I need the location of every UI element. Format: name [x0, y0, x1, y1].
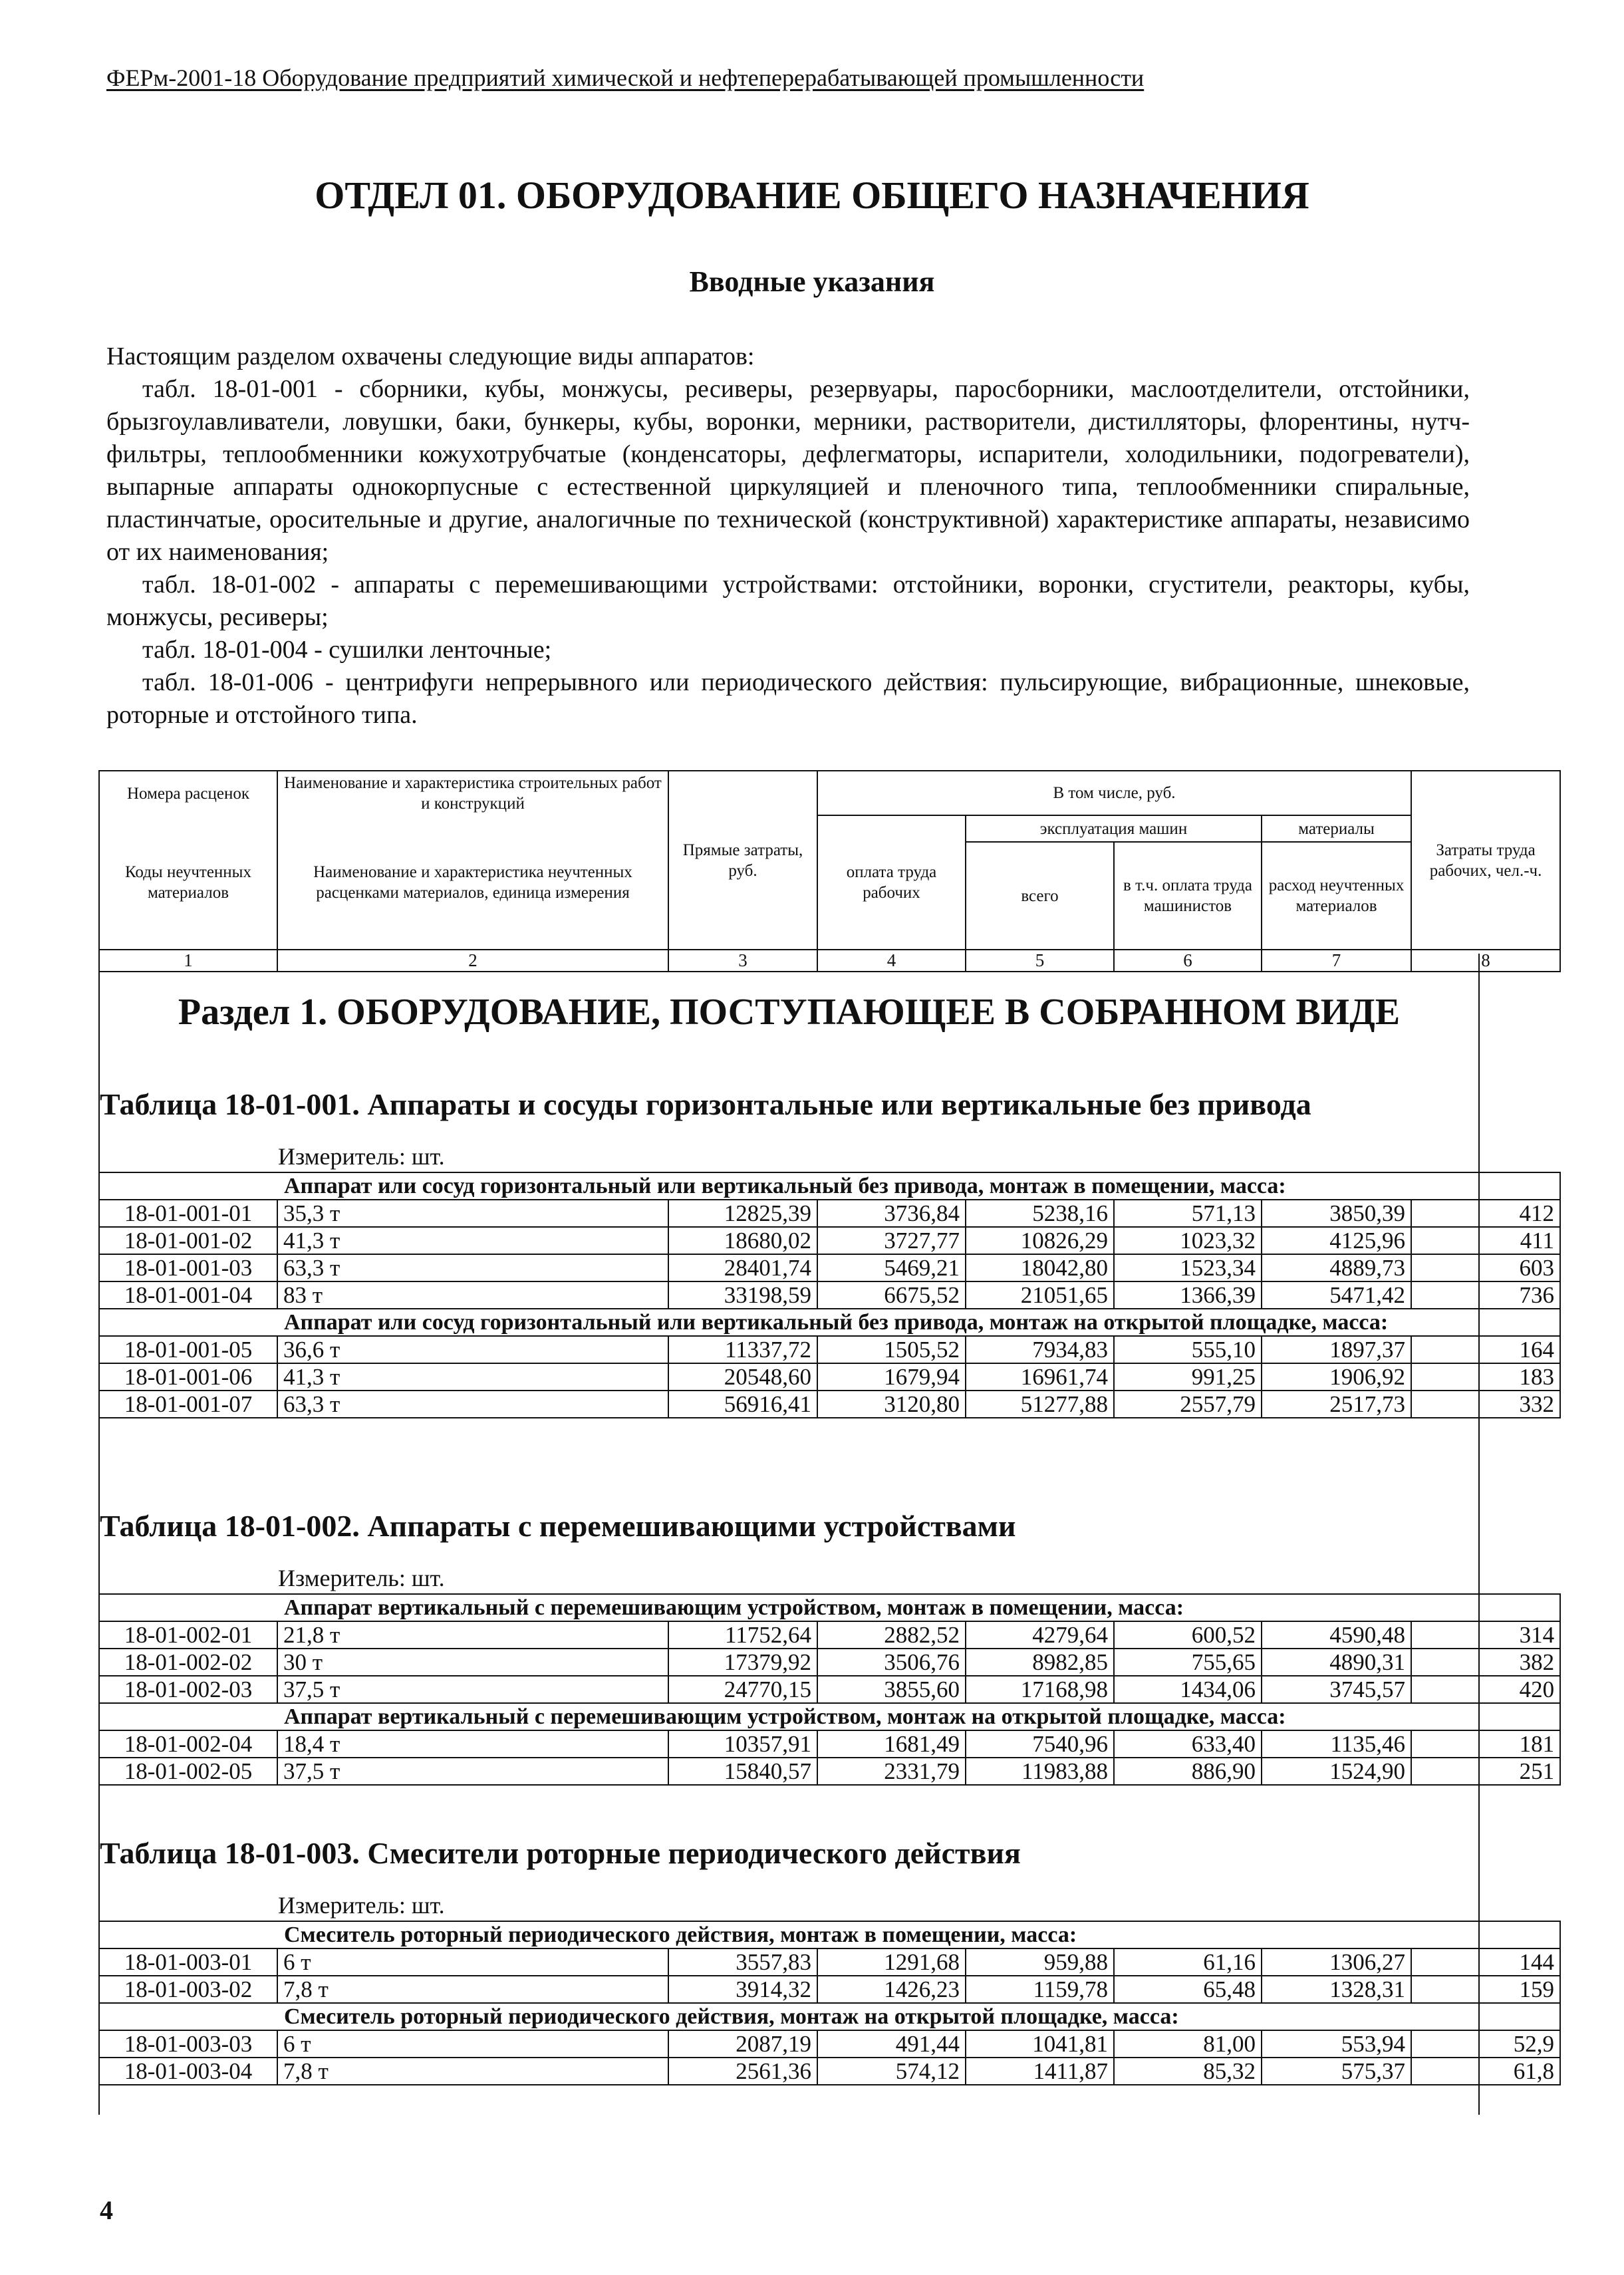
wages-value: 491,44 — [817, 2030, 966, 2058]
machines-wages-value: 2557,79 — [1114, 1391, 1262, 1418]
table-row — [99, 1621, 1560, 1649]
machines-total-value: 8982,85 — [966, 1649, 1114, 1676]
materials-value: 1524,90 — [1262, 1758, 1411, 1785]
table-row — [99, 2030, 1560, 2058]
labor-value: 164 — [1411, 1336, 1560, 1363]
table-measure: Измеритель: шт. — [278, 1565, 445, 1591]
group-heading-row — [99, 2003, 1560, 2030]
direct-costs-value: 17379,92 — [668, 1649, 817, 1676]
name-cell-tail — [417, 2030, 668, 2058]
table-row — [99, 1758, 1560, 1785]
materials-value: 553,94 — [1262, 2030, 1411, 2058]
rate-code: 18-01-003-02 — [99, 1976, 277, 2003]
direct-costs-value: 10357,91 — [668, 1730, 817, 1758]
rate-code: 18-01-002-04 — [99, 1730, 277, 1758]
column-header-table — [98, 770, 1561, 972]
machines-wages-value: 1366,39 — [1114, 1281, 1262, 1309]
direct-costs-value: 3914,32 — [668, 1976, 817, 2003]
name-cell-tail — [417, 1676, 668, 1703]
running-header: ФЕРм-2001-18 Оборудование предприятий химической и нефтеперерабатывающей промышленности — [106, 65, 1145, 91]
name-cell-tail — [417, 1254, 668, 1281]
mass-value: 63,3 т — [277, 1391, 417, 1418]
name-cell-tail — [417, 1363, 668, 1391]
group-heading: Аппарат вертикальный с перемешивающим устройством, монтаж на открытой площадке, масса: — [277, 1703, 1560, 1730]
rate-table — [98, 1172, 1561, 1418]
materials-value: 3850,39 — [1262, 1200, 1411, 1227]
mass-value: 37,5 т — [277, 1676, 417, 1703]
labor-value: 603 — [1411, 1254, 1560, 1281]
direct-costs-value: 56916,41 — [668, 1391, 817, 1418]
machines-total-value: 18042,80 — [966, 1254, 1114, 1281]
group-heading-row — [99, 1703, 1560, 1730]
machines-total-value: 17168,98 — [966, 1676, 1114, 1703]
header-cell-direct-costs: Прямые затраты, руб. — [668, 771, 817, 950]
mass-value: 41,3 т — [277, 1363, 417, 1391]
materials-value: 4125,96 — [1262, 1227, 1411, 1254]
direct-costs-value: 11752,64 — [668, 1621, 817, 1649]
name-cell-tail — [417, 1649, 668, 1676]
machines-wages-value: 555,10 — [1114, 1336, 1262, 1363]
table-row — [99, 1281, 1560, 1309]
page-number: 4 — [100, 2195, 113, 2225]
machines-total-value: 5238,16 — [966, 1200, 1114, 1227]
labor-value: 382 — [1411, 1649, 1560, 1676]
header-col-number: 7 — [1262, 950, 1411, 972]
group-heading: Аппарат или сосуд горизонтальный или вертикальный без привода, монтаж в помещении, масса: — [277, 1172, 1560, 1200]
machines-total-value: 1159,78 — [966, 1976, 1114, 2003]
group-heading-row — [99, 1594, 1560, 1621]
name-cell-tail — [417, 2058, 668, 2085]
rate-code: 18-01-001-04 — [99, 1281, 277, 1309]
group-heading-spacer — [99, 1594, 277, 1621]
mass-value: 37,5 т — [277, 1758, 417, 1785]
header-cell-materials-unaccounted: расход неучтенных материалов — [1262, 842, 1411, 950]
direct-costs-value: 28401,74 — [668, 1254, 817, 1281]
machines-total-value: 7540,96 — [966, 1730, 1114, 1758]
labor-value: 251 — [1411, 1758, 1560, 1785]
table-row — [99, 1336, 1560, 1363]
wages-value: 1679,94 — [817, 1363, 966, 1391]
materials-value: 4890,31 — [1262, 1649, 1411, 1676]
table-title: Таблица 18-01-002. Аппараты с перемешивающими устройствами — [100, 1509, 1016, 1543]
machines-wages-value: 571,13 — [1114, 1200, 1262, 1227]
intro-paragraph: табл. 18-01-001 - сборники, кубы, монжусы, ресиверы, резервуары, паросборники, маслоотделители, отстойники, брызгоулавливатели, ловушки, баки, бункеры, кубы, воронки, мерники, растворители, дистилляторы, флорентины, нутч-фильтры, теплообменники кожухотрубчатые (конденсаторы, дефлегматоры, испарители, холодильники, подогреватели), выпарные аппараты однокорпусные с естественной циркуляцией и пленочного типа, теплообменники спиральные, пластинчатые, оросительные и другие, аналогичные по технической (конструктивной) характеристике аппараты, независимо от их наименования; — [106, 375, 1470, 566]
section-title: Раздел 1. ОБОРУДОВАНИЕ, ПОСТУПАЮЩЕЕ В СОБРАННОМ ВИДЕ — [178, 992, 1401, 1033]
header-cell-labor: Затраты труда рабочих, чел.-ч. — [1411, 771, 1560, 950]
labor-value: 61,8 — [1411, 2058, 1560, 2085]
machines-wages-value: 886,90 — [1114, 1758, 1262, 1785]
table-measure: Измеритель: шт. — [278, 1892, 445, 1919]
mass-value: 35,3 т — [277, 1200, 417, 1227]
materials-value: 1135,46 — [1262, 1730, 1411, 1758]
machines-total-value: 10826,29 — [966, 1227, 1114, 1254]
machines-total-value: 7934,83 — [966, 1336, 1114, 1363]
name-cell-tail — [417, 1621, 668, 1649]
rate-table — [98, 1921, 1561, 2085]
materials-value: 1306,27 — [1262, 1948, 1411, 1976]
wages-value: 3855,60 — [817, 1676, 966, 1703]
name-cell-tail — [417, 1200, 668, 1227]
table-row — [99, 1391, 1560, 1418]
group-heading: Смеситель роторный периодического действия, монтаж на открытой площадке, масса: — [277, 2003, 1560, 2030]
table-title: Таблица 18-01-001. Аппараты и сосуды горизонтальные или вертикальные без привода — [100, 1087, 1311, 1121]
mass-value: 36,6 т — [277, 1336, 417, 1363]
wages-value: 574,12 — [817, 2058, 966, 2085]
machines-wages-value: 1023,32 — [1114, 1227, 1262, 1254]
rate-code: 18-01-002-03 — [99, 1676, 277, 1703]
header-cell-materials: материалы — [1262, 815, 1411, 842]
intro-paragraph: табл. 18-01-006 - центрифуги непрерывного или периодического действия: пульсирующие, вибрационные, шнековые, роторные и отстойного типа. — [106, 668, 1470, 729]
intro-title: Вводные указания — [689, 265, 935, 298]
materials-value: 4889,73 — [1262, 1254, 1411, 1281]
labor-value: 420 — [1411, 1676, 1560, 1703]
header-cell-machines-total: всего — [966, 842, 1114, 950]
machines-total-value: 1041,81 — [966, 2030, 1114, 2058]
materials-value: 5471,42 — [1262, 1281, 1411, 1309]
mass-value: 6 т — [277, 1948, 417, 1976]
machines-wages-value: 85,32 — [1114, 2058, 1262, 2085]
mass-value: 21,8 т — [277, 1621, 417, 1649]
group-heading-row — [99, 1172, 1560, 1200]
department-title: ОТДЕЛ 01. ОБОРУДОВАНИЕ ОБЩЕГО НАЗНАЧЕНИЯ — [315, 174, 1309, 217]
intro-paragraph: Настоящим разделом охвачены следующие виды аппаратов: — [106, 342, 755, 370]
labor-value: 411 — [1411, 1227, 1560, 1254]
header-col-number: 3 — [668, 950, 817, 972]
group-heading-spacer — [99, 1172, 277, 1200]
name-cell-tail — [417, 1391, 668, 1418]
name-cell-tail — [417, 1227, 668, 1254]
labor-value: 412 — [1411, 1200, 1560, 1227]
mass-value: 63,3 т — [277, 1254, 417, 1281]
direct-costs-value: 33198,59 — [668, 1281, 817, 1309]
materials-value: 4590,48 — [1262, 1621, 1411, 1649]
rate-code: 18-01-002-05 — [99, 1758, 277, 1785]
materials-value: 1328,31 — [1262, 1976, 1411, 2003]
machines-total-value: 51277,88 — [966, 1391, 1114, 1418]
rate-code: 18-01-003-03 — [99, 2030, 277, 2058]
header-col-number: 8 — [1411, 950, 1560, 972]
labor-value: 159 — [1411, 1976, 1560, 2003]
direct-costs-value: 18680,02 — [668, 1227, 817, 1254]
materials-value: 1906,92 — [1262, 1363, 1411, 1391]
group-heading-row — [99, 1309, 1560, 1336]
name-cell-tail — [417, 1976, 668, 2003]
machines-wages-value: 755,65 — [1114, 1649, 1262, 1676]
header-col-number: 4 — [817, 950, 966, 972]
header-cell-machines-wages: в т.ч. оплата труда машинистов — [1114, 842, 1262, 950]
header-col-number: 5 — [966, 950, 1114, 972]
header-cell-incl: В том числе, руб. — [817, 771, 1411, 815]
mass-value: 18,4 т — [277, 1730, 417, 1758]
name-cell-tail — [417, 1948, 668, 1976]
machines-wages-value: 1434,06 — [1114, 1676, 1262, 1703]
mass-value: 6 т — [277, 2030, 417, 2058]
rate-code: 18-01-003-01 — [99, 1948, 277, 1976]
mass-value: 41,3 т — [277, 1227, 417, 1254]
labor-value: 332 — [1411, 1391, 1560, 1418]
table-row — [99, 1976, 1560, 2003]
rate-code: 18-01-003-04 — [99, 2058, 277, 2085]
wages-value: 6675,52 — [817, 1281, 966, 1309]
table-row — [99, 2058, 1560, 2085]
table-title: Таблица 18-01-003. Смесители роторные периодического действия — [100, 1836, 1021, 1870]
wages-value: 1291,68 — [817, 1948, 966, 1976]
header-col-number: 1 — [99, 950, 277, 972]
mass-value: 7,8 т — [277, 1976, 417, 2003]
mass-value: 30 т — [277, 1649, 417, 1676]
machines-wages-value: 633,40 — [1114, 1730, 1262, 1758]
rate-code: 18-01-001-02 — [99, 1227, 277, 1254]
rate-code: 18-01-002-01 — [99, 1621, 277, 1649]
rate-code: 18-01-001-05 — [99, 1336, 277, 1363]
rate-table — [98, 1593, 1561, 1786]
direct-costs-value: 2561,36 — [668, 2058, 817, 2085]
wages-value: 1426,23 — [817, 1976, 966, 2003]
direct-costs-value: 12825,39 — [668, 1200, 817, 1227]
labor-value: 144 — [1411, 1948, 1560, 1976]
machines-wages-value: 1523,34 — [1114, 1254, 1262, 1281]
wages-value: 3120,80 — [817, 1391, 966, 1418]
intro-text — [106, 340, 1470, 732]
materials-value: 575,37 — [1262, 2058, 1411, 2085]
direct-costs-value: 24770,15 — [668, 1676, 817, 1703]
table-row — [99, 1227, 1560, 1254]
machines-total-value: 4279,64 — [966, 1621, 1114, 1649]
intro-paragraph: табл. 18-01-004 - сушилки ленточные; — [142, 636, 552, 664]
intro-paragraph: табл. 18-01-002 - аппараты с перемешивающими устройствами: отстойники, воронки, сгустители, реакторы, кубы, монжусы, ресиверы; — [106, 571, 1470, 631]
header-col-number: 2 — [277, 950, 668, 972]
table-row — [99, 1948, 1560, 1976]
header-cell-machines: эксплуатация машин — [966, 815, 1262, 842]
group-heading: Смеситель роторный периодического действия, монтаж в помещении, масса: — [277, 1921, 1560, 1948]
rate-code: 18-01-001-03 — [99, 1254, 277, 1281]
direct-costs-value: 15840,57 — [668, 1758, 817, 1785]
machines-total-value: 1411,87 — [966, 2058, 1114, 2085]
header-cell-name: Наименование и характеристика строительных работ и конструкций — [277, 771, 668, 815]
machines-wages-value: 991,25 — [1114, 1363, 1262, 1391]
wages-value: 1505,52 — [817, 1336, 966, 1363]
group-heading-row — [99, 1921, 1560, 1948]
machines-wages-value: 81,00 — [1114, 2030, 1262, 2058]
direct-costs-value: 20548,60 — [668, 1363, 817, 1391]
group-heading-spacer — [99, 2003, 277, 2030]
name-cell-tail — [417, 1758, 668, 1785]
name-cell-tail — [417, 1281, 668, 1309]
table-measure: Измеритель: шт. — [278, 1143, 445, 1170]
machines-total-value: 16961,74 — [966, 1363, 1114, 1391]
machines-wages-value: 65,48 — [1114, 1976, 1262, 2003]
machines-total-value: 21051,65 — [966, 1281, 1114, 1309]
header-cell-numbers: Номера расценок — [99, 771, 277, 815]
direct-costs-value: 3557,83 — [668, 1948, 817, 1976]
table-row — [99, 1363, 1560, 1391]
machines-wages-value: 61,16 — [1114, 1948, 1262, 1976]
labor-value: 183 — [1411, 1363, 1560, 1391]
labor-value: 736 — [1411, 1281, 1560, 1309]
name-cell-tail — [417, 1730, 668, 1758]
materials-value: 1897,37 — [1262, 1336, 1411, 1363]
table-row — [99, 1730, 1560, 1758]
labor-value: 181 — [1411, 1730, 1560, 1758]
header-col-number: 6 — [1114, 950, 1262, 972]
materials-value: 3745,57 — [1262, 1676, 1411, 1703]
machines-wages-value: 600,52 — [1114, 1621, 1262, 1649]
table-row — [99, 1254, 1560, 1281]
table-row — [99, 1676, 1560, 1703]
header-cell-codes: Коды неучтенных материалов — [99, 815, 277, 950]
wages-value: 5469,21 — [817, 1254, 966, 1281]
machines-total-value: 11983,88 — [966, 1758, 1114, 1785]
rate-code: 18-01-001-07 — [99, 1391, 277, 1418]
wages-value: 1681,49 — [817, 1730, 966, 1758]
name-cell-tail — [417, 1336, 668, 1363]
wages-value: 3736,84 — [817, 1200, 966, 1227]
wages-value: 3727,77 — [817, 1227, 966, 1254]
group-heading-spacer — [99, 1703, 277, 1730]
labor-value: 52,9 — [1411, 2030, 1560, 2058]
wages-value: 2882,52 — [817, 1621, 966, 1649]
wages-value: 2331,79 — [817, 1758, 966, 1785]
mass-value: 7,8 т — [277, 2058, 417, 2085]
rate-code: 18-01-002-02 — [99, 1649, 277, 1676]
table-row — [99, 1200, 1560, 1227]
labor-value: 314 — [1411, 1621, 1560, 1649]
group-heading-spacer — [99, 1309, 277, 1336]
direct-costs-value: 11337,72 — [668, 1336, 817, 1363]
machines-total-value: 959,88 — [966, 1948, 1114, 1976]
table-row — [99, 1649, 1560, 1676]
group-heading: Аппарат или сосуд горизонтальный или вертикальный без привода, монтаж на открытой площадке, масса: — [277, 1309, 1560, 1336]
header-cell-materials-name: Наименование и характеристика неучтенных расценками материалов, единица измерения — [277, 815, 668, 950]
group-heading: Аппарат вертикальный с перемешивающим устройством, монтаж в помещении, масса: — [277, 1594, 1560, 1621]
group-heading-spacer — [99, 1921, 277, 1948]
rate-code: 18-01-001-06 — [99, 1363, 277, 1391]
header-cell-wages: оплата труда рабочих — [817, 815, 966, 950]
wages-value: 3506,76 — [817, 1649, 966, 1676]
direct-costs-value: 2087,19 — [668, 2030, 817, 2058]
materials-value: 2517,73 — [1262, 1391, 1411, 1418]
mass-value: 83 т — [277, 1281, 417, 1309]
rate-code: 18-01-001-01 — [99, 1200, 277, 1227]
